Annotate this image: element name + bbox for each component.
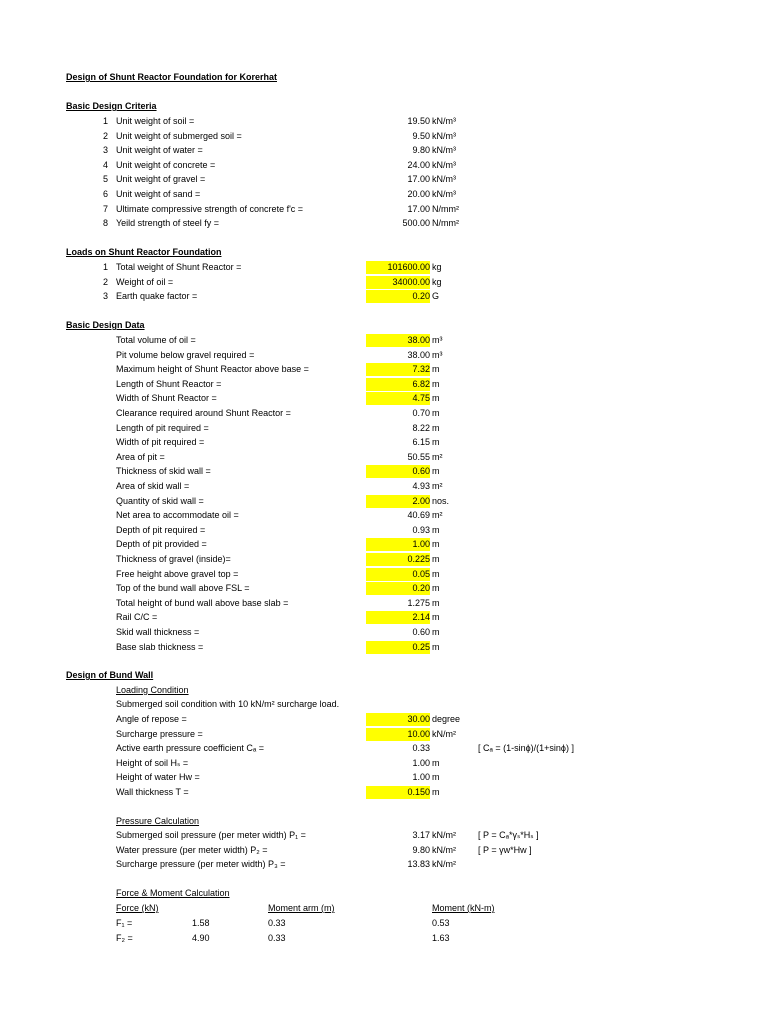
- loads-index: 2: [102, 276, 108, 287]
- data-value: 0.225: [407, 554, 430, 564]
- data-label: Free height above gravel top =: [116, 568, 239, 579]
- data-value: 4.75: [412, 393, 430, 404]
- data-value: 1.00: [412, 539, 430, 550]
- pressure-formula: [ P = Cₐ*γₛ*Hₛ ]: [478, 830, 539, 840]
- data-label: Thickness of skid wall =: [116, 466, 211, 477]
- criteria-label: Unit weight of sand =: [116, 189, 201, 199]
- bund-label: Height of water Hw =: [116, 772, 200, 783]
- data-value: 2.14: [412, 612, 430, 623]
- pressure-formula: [ P = γw*Hw ]: [478, 844, 532, 855]
- loading-note: Submerged soil condition with 10 kN/m² surcharge load.: [116, 699, 340, 709]
- section-heading-bund: Design of Bund Wall: [66, 670, 154, 680]
- criteria-value: 19.50: [407, 116, 430, 126]
- criteria-unit: kN/m³: [432, 159, 456, 170]
- criteria-label: Unit weight of soil =: [116, 116, 195, 126]
- data-unit: m: [432, 641, 440, 652]
- data-value: 38.00: [407, 335, 430, 345]
- data-unit: m: [432, 408, 440, 418]
- criteria-label: Yeild strength of steel fy =: [116, 218, 219, 229]
- criteria-unit: kN/m³: [432, 116, 456, 126]
- data-label: Total height of bund wall above base slab =: [116, 597, 289, 608]
- data-value: 0.05: [412, 568, 430, 579]
- criteria-index: 1: [102, 116, 108, 126]
- data-value: 2.00: [412, 495, 430, 506]
- data-unit: m³: [432, 349, 443, 360]
- criteria-value: 500.00: [402, 218, 430, 229]
- bund-label: Angle of repose =: [116, 714, 187, 724]
- bund-label: Active earth pressure coefficient Cₐ =: [116, 743, 265, 754]
- moment-value: 0.53: [432, 918, 450, 928]
- loads-index: 1: [102, 262, 108, 272]
- bund-value: 30.00: [407, 714, 430, 724]
- loads-label: Weight of oil =: [116, 276, 174, 287]
- data-unit: m: [432, 554, 440, 564]
- data-value: 40.69: [407, 510, 430, 521]
- data-unit: m³: [432, 335, 443, 345]
- data-unit: m: [432, 364, 440, 375]
- data-label: Quantity of skid wall =: [116, 495, 204, 506]
- pressure-unit: kN/m²: [432, 844, 456, 855]
- data-label: Length of Shunt Reactor =: [116, 378, 222, 389]
- bund-value: 10.00: [407, 728, 430, 739]
- data-label: Total volume of oil =: [116, 335, 196, 345]
- data-unit: m²: [432, 481, 443, 491]
- data-label: Depth of pit required =: [116, 524, 206, 535]
- data-value: 0.60: [412, 466, 430, 477]
- data-value: 6.15: [412, 437, 430, 448]
- bund-label: Wall thickness T =: [116, 787, 189, 797]
- data-value: 38.00: [407, 349, 430, 360]
- data-label: Area of skid wall =: [116, 481, 190, 491]
- data-value: 6.82: [412, 378, 430, 389]
- criteria-index: 6: [102, 189, 108, 199]
- pressure-value: 9.80: [412, 844, 430, 855]
- data-unit: m: [432, 393, 440, 404]
- data-label: Length of pit required =: [116, 422, 209, 433]
- section-heading-loads: Loads on Shunt Reactor Foundation: [66, 247, 222, 257]
- bund-value: 1.00: [412, 772, 430, 783]
- data-value: 0.93: [412, 524, 430, 535]
- criteria-index: 5: [102, 174, 108, 185]
- data-value: 8.22: [412, 422, 430, 433]
- criteria-value: 9.80: [412, 145, 430, 156]
- section-heading-criteria: Basic Design Criteria: [66, 101, 157, 111]
- bund-label: Height of soil Hₛ =: [116, 757, 189, 768]
- loads-unit: G: [432, 291, 440, 302]
- data-label: Base slab thickness =: [116, 641, 204, 652]
- criteria-unit: N/mm²: [432, 203, 459, 214]
- data-label: Area of pit =: [116, 451, 165, 462]
- data-label: Top of the bund wall above FSL =: [116, 583, 250, 594]
- data-label: Depth of pit provided =: [116, 539, 207, 550]
- data-label: Thickness of gravel (inside)=: [116, 554, 231, 564]
- bund-label: Surcharge pressure =: [116, 728, 203, 739]
- criteria-value: 17.00: [407, 203, 430, 214]
- loads-value: 34000.00: [392, 276, 430, 287]
- loads-unit: kg: [432, 262, 442, 272]
- data-unit: m: [432, 627, 440, 637]
- data-value: 0.70: [412, 408, 430, 418]
- col-header-arm: Moment arm (m): [268, 903, 335, 913]
- data-label: Clearance required around Shunt Reactor =: [116, 408, 291, 418]
- loads-value: 101600.00: [387, 262, 430, 272]
- data-unit: m: [432, 437, 440, 448]
- data-label: Rail C/C =: [116, 612, 158, 623]
- pressure-label: Water pressure (per meter width) P₂ =: [116, 844, 268, 855]
- criteria-value: 9.50: [412, 130, 430, 141]
- criteria-label: Unit weight of gravel =: [116, 174, 206, 185]
- pressure-value: 3.17: [412, 830, 430, 840]
- criteria-label: Unit weight of concrete =: [116, 159, 216, 170]
- force-value: 4.90: [192, 932, 210, 943]
- data-label: Skid wall thickness =: [116, 627, 200, 637]
- data-unit: m²: [432, 510, 443, 521]
- data-value: 0.25: [412, 641, 430, 652]
- criteria-value: 20.00: [407, 189, 430, 199]
- bund-unit: degree: [432, 714, 461, 724]
- col-header-force: Force (kN): [116, 903, 159, 913]
- data-label: Width of Shunt Reactor =: [116, 393, 217, 404]
- force-value: 1.58: [192, 918, 210, 928]
- bund-unit: m: [432, 772, 440, 783]
- bund-unit: m: [432, 757, 440, 768]
- criteria-value: 24.00: [407, 159, 430, 170]
- col-header-moment: Moment (kN-m): [432, 903, 495, 913]
- data-unit: m: [432, 539, 440, 550]
- criteria-label: Ultimate compressive strength of concrete f'c =: [116, 203, 304, 214]
- loads-label: Total weight of Shunt Reactor =: [116, 262, 242, 272]
- bund-unit: kN/m²: [432, 728, 456, 739]
- data-value: 0.60: [412, 627, 430, 637]
- data-unit: m: [432, 583, 440, 594]
- pressure-unit: kN/m²: [432, 830, 456, 840]
- bund-formula: [ Cₐ = (1-sinϕ)/(1+sinϕ) ]: [478, 743, 574, 754]
- subheading-force-moment: Force & Moment Calculation: [116, 888, 230, 898]
- criteria-label: Unit weight of water =: [116, 145, 203, 156]
- data-label: Width of pit required =: [116, 437, 205, 448]
- criteria-unit: kN/m³: [432, 189, 456, 199]
- data-value: 0.20: [412, 583, 430, 594]
- bund-value: 0.33: [412, 743, 430, 754]
- criteria-label: Unit weight of submerged soil =: [116, 130, 242, 141]
- data-unit: m: [432, 612, 440, 623]
- criteria-index: 4: [102, 159, 108, 170]
- section-heading-data: Basic Design Data: [66, 320, 145, 330]
- moment-arm-value: 0.33: [268, 932, 286, 943]
- criteria-unit: N/mm²: [432, 218, 459, 229]
- data-unit: nos.: [432, 495, 450, 506]
- data-label: Maximum height of Shunt Reactor above base =: [116, 364, 309, 375]
- criteria-unit: kN/m³: [432, 130, 456, 141]
- data-unit: m: [432, 568, 440, 579]
- data-unit: m: [432, 422, 440, 433]
- data-value: 50.55: [407, 451, 430, 462]
- criteria-index: 2: [102, 130, 108, 141]
- force-label: F₂ =: [116, 932, 133, 943]
- data-label: Net area to accommodate oil =: [116, 510, 239, 521]
- bund-value: 1.00: [412, 757, 430, 768]
- data-label: Pit volume below gravel required =: [116, 349, 255, 360]
- data-unit: m: [432, 466, 440, 477]
- pressure-unit: kN/m²: [432, 859, 456, 870]
- data-unit: m: [432, 597, 440, 608]
- criteria-index: 7: [102, 203, 108, 214]
- moment-arm-value: 0.33: [268, 918, 286, 928]
- pressure-label: Submerged soil pressure (per meter width) P₁ =: [116, 830, 306, 840]
- criteria-value: 17.00: [407, 174, 430, 185]
- data-value: 1.275: [407, 597, 430, 608]
- bund-value: 0.150: [407, 787, 430, 797]
- bund-unit: m: [432, 787, 440, 797]
- subheading-pressure: Pressure Calculation: [116, 816, 200, 826]
- criteria-index: 8: [102, 218, 108, 229]
- force-label: F₁ =: [116, 918, 133, 928]
- pressure-label: Surcharge pressure (per meter width) P₃ =: [116, 859, 286, 870]
- data-value: 7.32: [412, 364, 430, 375]
- data-unit: m²: [432, 451, 443, 462]
- data-unit: m: [432, 378, 440, 389]
- subheading-loading-condition: Loading Condition: [116, 685, 189, 695]
- loads-value: 0.20: [412, 291, 430, 302]
- document-title: Design of Shunt Reactor Foundation for Korerhat: [66, 72, 277, 82]
- pressure-value: 13.83: [407, 859, 430, 870]
- data-unit: m: [432, 524, 440, 535]
- criteria-unit: kN/m³: [432, 174, 456, 185]
- loads-unit: kg: [432, 276, 442, 287]
- data-value: 4.93: [412, 481, 430, 491]
- loads-index: 3: [102, 291, 108, 302]
- moment-value: 1.63: [432, 932, 450, 943]
- loads-label: Earth quake factor =: [116, 291, 198, 302]
- criteria-index: 3: [102, 145, 108, 156]
- criteria-unit: kN/m³: [432, 145, 456, 156]
